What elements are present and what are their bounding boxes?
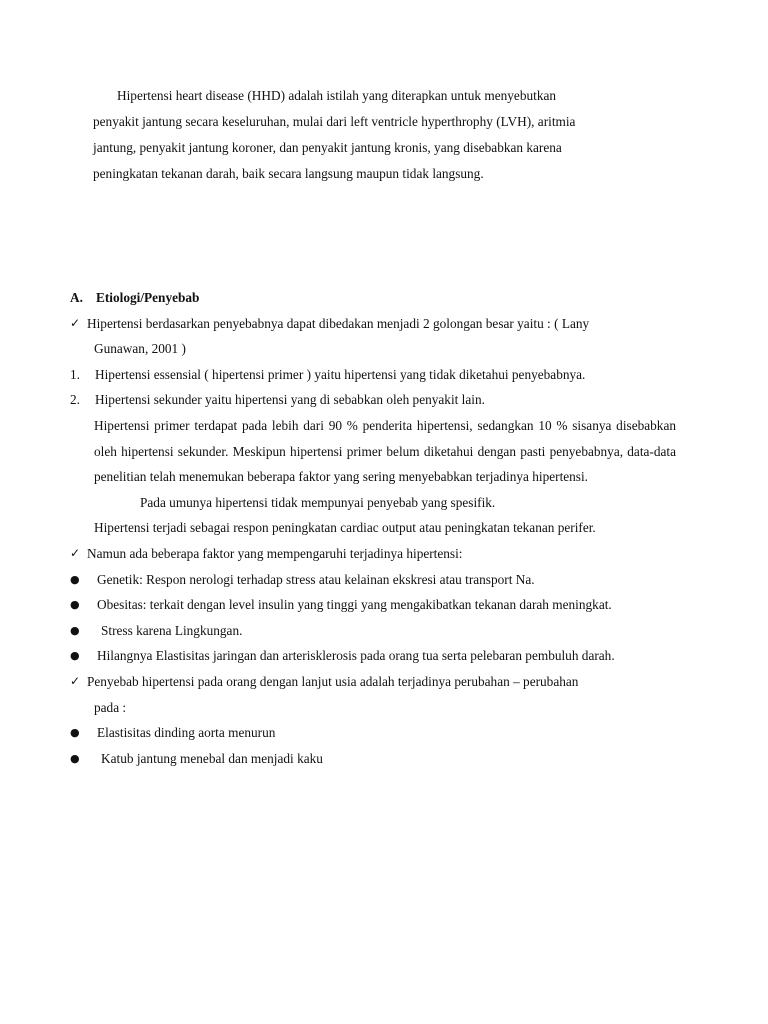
body-paragraph: Hipertensi terjadi sebagai respon peningkatan cardiac output atau peningkatan tekanan perifer. <box>94 520 596 536</box>
bullet-icon: ● <box>70 598 80 612</box>
bullet-item-text: Obesitas: terkait dengan level insulin yang tinggi yang mengakibatkan tekanan darah meningkat. <box>97 597 612 613</box>
check-item <box>70 669 676 695</box>
section-letter: A. <box>70 290 83 305</box>
numbered-item <box>70 387 676 413</box>
bullet-item-text: Elastisitas dinding aorta menurun <box>97 725 276 741</box>
intro-line: Hipertensi heart disease (HHD) adalah istilah yang diterapkan untuk menyebutkan <box>117 88 557 103</box>
numbered-item-text: Hipertensi essensial ( hipertensi primer ) yaitu hipertensi yang tidak diketahui penyebabnya. <box>95 366 586 382</box>
intro-line: penyakit jantung secara keseluruhan, mulai dari left ventricle hyperthrophy (LVH), aritmia <box>93 114 576 129</box>
intro-paragraph <box>93 83 663 187</box>
numbered-item-text: Hipertensi sekunder yaitu hipertensi yang di sebabkan oleh penyakit lain. <box>95 392 485 408</box>
check-item-text: Namun ada beberapa faktor yang mempengaruhi terjadinya hipertensi: <box>87 545 463 561</box>
check-icon: ✓ <box>70 315 81 330</box>
bullet-item <box>70 720 676 746</box>
bullet-icon: ● <box>70 572 80 586</box>
body-paragraph: Pada umunya hipertensi tidak mempunyai penyebab yang spesifik. <box>140 494 496 510</box>
bullet-item-text: Hilangnya Elastisitas jaringan dan arterisklerosis pada orang tua serta pelebaran pembuluh darah. <box>97 648 615 664</box>
bullet-item <box>70 643 676 669</box>
bullet-item-text: Stress karena Lingkungan. <box>101 622 243 638</box>
check-item <box>70 311 676 337</box>
bullet-item <box>70 592 676 618</box>
check-item-continuation: pada : <box>94 699 127 715</box>
bullet-icon: ● <box>70 751 80 765</box>
section-heading <box>70 285 676 311</box>
bullet-icon: ● <box>70 623 80 637</box>
check-item-text: Penyebab hipertensi pada orang dengan lanjut usia adalah terjadinya perubahan – perubahan <box>87 673 579 689</box>
bullet-item <box>70 567 676 593</box>
bullet-item <box>70 618 676 644</box>
section-etiologi <box>70 285 676 771</box>
intro-line: jantung, penyakit jantung koroner, dan penyakit jantung kronis, yang disebabkan karena <box>93 140 562 155</box>
check-item-continuation: Gunawan, 2001 ) <box>94 341 186 357</box>
bullet-item-text: Katub jantung menebal dan menjadi kaku <box>101 750 323 766</box>
bullet-item <box>70 746 676 772</box>
check-item <box>70 541 676 567</box>
bullet-icon: ● <box>70 726 80 740</box>
check-item-text: Hipertensi berdasarkan penyebabnya dapat dibedakan menjadi 2 golongan besar yaitu : ( Lany <box>87 315 590 331</box>
intro-line: peningkatan tekanan darah, baik secara langsung maupun tidak langsung. <box>93 166 484 181</box>
item-number: 1. <box>70 366 80 382</box>
check-icon: ✓ <box>70 673 81 688</box>
bullet-icon: ● <box>70 649 80 663</box>
item-number: 2. <box>70 392 80 408</box>
numbered-item <box>70 362 676 388</box>
check-icon: ✓ <box>70 545 81 560</box>
bullet-item-text: Genetik: Respon nerologi terhadap stress atau kelainan ekskresi atau transport Na. <box>97 571 535 587</box>
body-paragraph: Hipertensi primer terdapat pada lebih dari 90 % penderita hipertensi, sedangkan 10 % sisanya disebabkan oleh hipertensi sekunder. Meskipun hipertensi primer belum diketahui dengan pasti penyebabnya, data-data penelitian telah menemukan beberapa faktor yang sering menyebabkan terjadinya hipertensi. <box>94 417 676 485</box>
section-title: Etiologi/Penyebab <box>96 290 200 305</box>
